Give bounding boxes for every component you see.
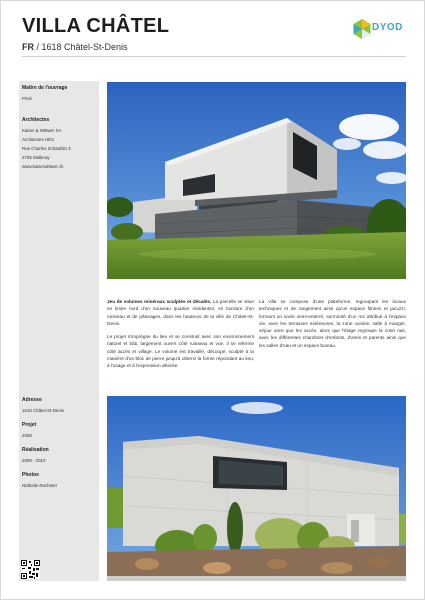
location-subtitle bbox=[22, 42, 128, 52]
intro-lead: Jeu de volumes minéraux sculptés et décalés. bbox=[107, 299, 212, 304]
intro-paragraph bbox=[107, 298, 254, 327]
program-paragraph: La villa se compose d'une plateforme, regroupant les locaux techniques et de rangement ainsi qu'un espace fitness et jacuzzi, formant un socle semi-enterré, surmonté d'un rez attribué à l'espace vie, avec les terrasses extérieures, la zone cuisine, salle à manger, séjour ainsi que les accès, alors que l'étage regroupe la zone nuit, avec les différentes chambres d'enfants, d'amis et parents ainsi que les salles d'eau et un espace bureau. bbox=[259, 299, 406, 348]
address-label: Adresse bbox=[22, 397, 42, 403]
villa-exterior-photo bbox=[107, 82, 406, 279]
address-value: 1618 Châtel-St-Denis bbox=[22, 408, 64, 413]
page-title: VILLA CHÂTEL bbox=[22, 15, 170, 37]
project-label: Projet bbox=[22, 422, 37, 428]
location-text: / 1618 Châtel-St-Denis bbox=[34, 42, 128, 52]
photos-label: Photos bbox=[22, 472, 39, 478]
realisation-block bbox=[22, 447, 98, 465]
owner-block bbox=[22, 85, 98, 103]
project-paragraph: Le projet s'imprègne du lieu et se construit avec son environnement naturel et bâti, largement ouvert côté ruisseau et vue, il se referme côté accès et village. Le volume est travaillé, découpé, sculpté à la manière d'un bloc de pierre jusqu'à obtenir la forme répondant au lieu, à l'usage et à l'expression désirée. bbox=[107, 334, 254, 369]
text-column-left bbox=[107, 298, 254, 376]
realisation-value: 2009 - 2010 bbox=[22, 458, 46, 463]
text-column-right bbox=[259, 298, 406, 355]
architects-line: Kaiser & Wittwer SA bbox=[22, 128, 62, 133]
intro-body: La parcelle se situe en limite nord d'un nouveau quartier résidentiel, en bordure d'un ruisseau et de pâturages, dans les hauteurs de la ville de Châtel-St-Denis. bbox=[107, 299, 254, 326]
photos-block bbox=[22, 472, 98, 490]
language-code: FR bbox=[22, 42, 34, 52]
qr-code-icon[interactable] bbox=[21, 560, 40, 579]
logo-wordmark: DYOD bbox=[372, 22, 403, 33]
project-block bbox=[22, 422, 98, 440]
header-divider bbox=[22, 56, 406, 57]
architects-line: Architectes HES bbox=[22, 137, 54, 142]
photos-value: Nathalie Racheter bbox=[22, 483, 58, 488]
architects-block bbox=[22, 117, 98, 171]
architects-line: 2735 Malleray bbox=[22, 155, 50, 160]
architects-label: Architectes bbox=[22, 117, 50, 123]
architects-line: Rue Charles Schäublin 3 bbox=[22, 146, 71, 151]
brand-logo bbox=[353, 19, 409, 39]
project-value: 2008 bbox=[22, 433, 32, 438]
address-block bbox=[22, 397, 98, 415]
owner-value: Privé bbox=[22, 96, 33, 101]
realisation-label: Réalisation bbox=[22, 447, 49, 453]
architects-website-link[interactable]: www.kaiserwittwer.ch bbox=[22, 164, 64, 169]
hexagon-logo-icon bbox=[353, 19, 371, 39]
owner-label: Maître de l'ouvrage bbox=[22, 85, 68, 91]
villa-side-photo bbox=[107, 396, 406, 581]
